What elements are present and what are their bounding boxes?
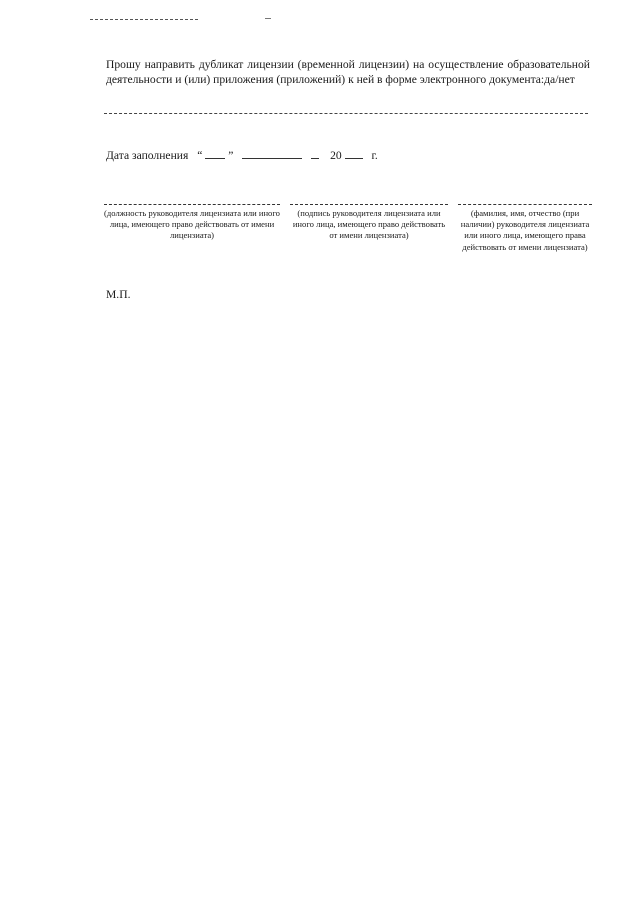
- year-suffix: г.: [371, 149, 378, 162]
- fill-in-line: [104, 113, 588, 114]
- close-quote: ”: [228, 149, 234, 162]
- position-caption: (должность руководителя лицензиата или иного лица, имеющего право действовать от имени лицензиата): [104, 208, 280, 241]
- scan-dash-mark: [265, 18, 271, 19]
- position-line: [104, 204, 280, 205]
- signature-caption: (подпись руководителя лицензиата или иного лица, имеющего право действовать от имени лицензиата): [292, 208, 446, 241]
- year-blank: [345, 148, 363, 159]
- name-line: [458, 204, 592, 205]
- signature-column: [290, 204, 448, 242]
- position-column: [104, 204, 280, 242]
- name-column: [458, 204, 592, 253]
- stamp-place: М.П.: [106, 288, 131, 301]
- top-scan-marks: [90, 14, 280, 24]
- year-prefix: 20: [330, 149, 342, 162]
- day-blank: [205, 148, 225, 159]
- request-paragraph: Прошу направить дубликат лицензии (временной лицензии) на осуществление образовательной деятельности и (или) приложения (приложений) к ней в форме электронного документа:да/нет: [106, 58, 590, 86]
- month-blank: [242, 148, 302, 159]
- name-caption: (фамилия, имя, отчество (при наличии) руководителя лицензиата или иного лица, имеющего права действовать от имени лицензиата): [460, 208, 590, 252]
- open-quote: “: [197, 149, 203, 162]
- month-blank-tail: [311, 148, 319, 159]
- scan-dash-line: [90, 19, 198, 20]
- date-line: [106, 148, 378, 162]
- date-label: Дата заполнения: [106, 149, 189, 162]
- signature-line: [290, 204, 448, 205]
